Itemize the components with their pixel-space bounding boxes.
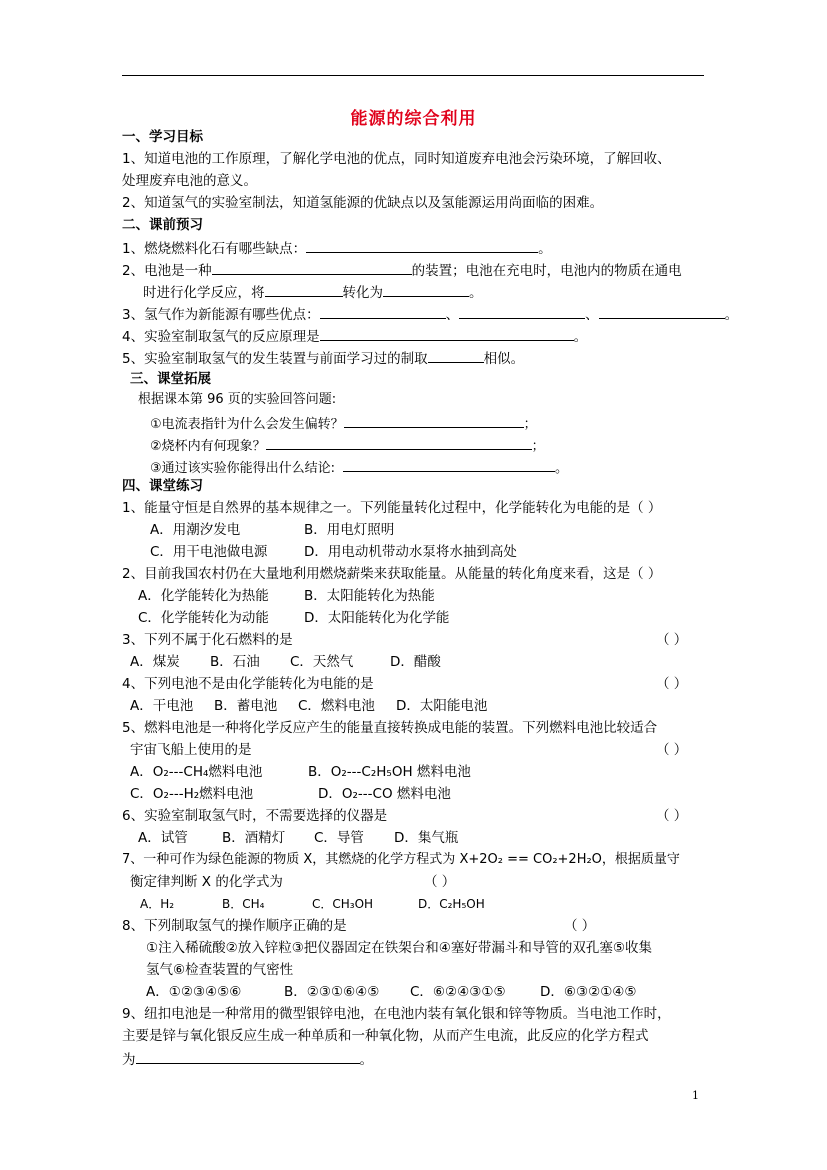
q8-option-a[interactable]: A．①②③④⑤⑥: [146, 984, 242, 1000]
punct: 。: [538, 241, 552, 257]
extension-item-2-text: ②烧杯内有何现象？: [150, 439, 266, 454]
q5-option-d[interactable]: D．O₂---CO 燃料电池: [318, 786, 451, 802]
goal-1-line-2: 处理废弃电池的意义。: [122, 173, 257, 189]
question-2: 2、目前我国农村仍在大量地利用燃烧薪柴来获取能量。从能量的转化角度来看，这是（ ）: [122, 566, 662, 582]
question-7-line-2: 衡定律判断 X 的化学式为: [130, 874, 283, 890]
goal-2: 2、知道氢气的实验室制法，知道氢能源的优缺点以及氢能源运用尚面临的困难。: [122, 195, 604, 211]
q1-option-c[interactable]: C．用干电池做电源: [150, 544, 268, 560]
preview-q2-line-2: [143, 282, 483, 302]
section-heading-preview: 二、课前预习: [122, 217, 203, 233]
question-6: 6、实验室制取氢气时，不需要选择的仪器是: [122, 808, 388, 824]
q3-option-c[interactable]: C．天然气: [290, 654, 354, 670]
answer-blank[interactable]: [265, 282, 343, 297]
q3-option-b[interactable]: B．石油: [210, 654, 260, 670]
q6-answer-paren[interactable]: （ ）: [656, 808, 688, 824]
q6-option-c[interactable]: C．导管: [314, 830, 364, 846]
preview-q2-text-cont: 的装置；电池在充电时，电池内的物质在通电: [411, 263, 682, 279]
preview-q2-line-1: [122, 260, 682, 280]
answer-blank[interactable]: [266, 435, 532, 450]
preview-q2-text-3: 转化为: [342, 285, 383, 301]
punct: 。: [555, 461, 569, 476]
q8-option-d[interactable]: D．⑥③②①④⑤: [540, 984, 637, 1000]
extension-item-3: [150, 457, 568, 478]
question-8: 8、下列制取氢气的操作顺序正确的是: [122, 918, 347, 934]
q5-option-c[interactable]: C．O₂---H₂燃料电池: [130, 786, 254, 802]
q8-answer-paren[interactable]: （ ）: [564, 918, 596, 934]
extension-intro: 根据课本第 96 页的实验回答问题:: [138, 392, 337, 407]
q8-steps-line-1: ①注入稀硫酸②放入锌粒③把仪器固定在铁架台和④塞好带漏斗和导管的双孔塞⑤收集: [146, 940, 653, 956]
punct: 、: [445, 307, 460, 323]
q4-option-a[interactable]: A．干电池: [130, 698, 194, 714]
punct: 。: [359, 1052, 373, 1068]
question-9-line-2: 主要是锌与氧化银反应生成一种单质和一种氧化物，从而产生电流，此反应的化学方程式: [122, 1028, 649, 1044]
q8-option-b[interactable]: B．②③①⑥④⑤: [284, 984, 380, 1000]
question-5-line-1: 5、燃料电池是一种将化学反应产生的能量直接转换成电能的装置。下列燃料电池比较适合: [122, 720, 658, 736]
question-4: 4、下列电池不是由化学能转化为电能的是: [122, 676, 374, 692]
question-1: 1、能量守恒是自然界的基本规律之一。下列能量转化过程中，化学能转化为电能的是（ ）: [122, 500, 662, 516]
preview-q2-text: 2、电池是一种: [122, 263, 212, 279]
q1-option-b[interactable]: B．用电灯照明: [304, 522, 395, 538]
q4-option-c[interactable]: C．燃料电池: [298, 698, 375, 714]
answer-blank[interactable]: [320, 326, 574, 341]
q1-option-a[interactable]: A．用潮汐发电: [150, 522, 241, 538]
q2-option-d[interactable]: D．太阳能转化为化学能: [304, 610, 450, 626]
answer-blank[interactable]: [320, 304, 446, 319]
punct: 。: [469, 285, 483, 301]
page-title: 能源的综合利用: [350, 109, 477, 129]
question-3: 3、下列不属于化石燃料的是: [122, 632, 293, 648]
goal-1-line-1: 1、知道电池的工作原理，了解化学电池的优点，同时知道废弃电池会污染环境，了解回收、: [122, 151, 671, 167]
question-9-line-3: [122, 1049, 373, 1069]
punct: 、: [585, 307, 599, 323]
extension-item-2: [150, 435, 545, 456]
answer-blank[interactable]: [343, 457, 555, 472]
q5-option-b[interactable]: B．O₂---C₂H₅OH 燃料电池: [308, 764, 471, 780]
q7-option-a[interactable]: A．H₂: [140, 897, 175, 911]
q7-answer-paren[interactable]: （ ）: [424, 874, 456, 890]
punct: ；: [523, 417, 537, 432]
extension-item-1-text: ①电流表指针为什么会发生偏转？: [150, 417, 344, 432]
q4-option-b[interactable]: B．蓄电池: [214, 698, 278, 714]
extension-item-1: [150, 413, 537, 434]
q7-option-d[interactable]: D．C₂H₅OH: [418, 897, 485, 911]
question-7-line-1: 7、一种可作为绿色能源的物质 X，其燃烧的化学方程式为 X+2O₂ == CO₂+2H₂O，根据质量守: [122, 852, 680, 867]
preview-q1: [122, 238, 552, 258]
preview-q4: [122, 326, 587, 346]
extension-item-3-text: ③通过该实验你能得出什么结论:: [150, 461, 336, 476]
header-rule: [122, 75, 704, 76]
preview-q4-text: 4、实验室制取氢气的反应原理是: [122, 329, 320, 345]
q6-option-a[interactable]: A．试管: [138, 830, 188, 846]
answer-blank[interactable]: [428, 348, 484, 363]
answer-blank[interactable]: [136, 1049, 360, 1064]
q1-option-d[interactable]: D．用电动机带动水泵将水抽到高处: [304, 544, 517, 560]
section-heading-goals: 一、学习目标: [122, 129, 203, 145]
punct: ；: [531, 439, 545, 454]
question-5-line-2: 宇宙飞船上使用的是: [130, 742, 252, 758]
q4-answer-paren[interactable]: （ ）: [656, 676, 688, 692]
preview-q3: [122, 304, 738, 324]
preview-q5: [122, 348, 524, 368]
answer-blank[interactable]: [306, 238, 538, 253]
q6-option-b[interactable]: B．酒精灯: [222, 830, 286, 846]
punct: 。: [724, 307, 739, 323]
preview-q1-text: 1、燃烧燃料化石有哪些缺点：: [122, 241, 307, 257]
q3-option-d[interactable]: D．醋酸: [390, 654, 441, 670]
q2-option-c[interactable]: C．化学能转化为动能: [138, 610, 269, 626]
section-heading-extension: 三、课堂拓展: [130, 371, 211, 387]
preview-q3-text: 3、氢气作为新能源有哪些优点：: [122, 307, 320, 323]
q2-option-b[interactable]: B．太阳能转化为热能: [304, 588, 435, 604]
q3-answer-paren[interactable]: （ ）: [656, 632, 688, 648]
answer-blank[interactable]: [344, 413, 524, 428]
preview-q5-text: 5、实验室制取氢气的发生装置与前面学习过的制取: [122, 351, 428, 367]
answer-blank[interactable]: [459, 304, 585, 319]
answer-blank[interactable]: [383, 282, 469, 297]
preview-q2-text-2: 时进行化学反应，将: [143, 285, 265, 301]
q4-option-d[interactable]: D．太阳能电池: [396, 698, 488, 714]
q5-answer-paren[interactable]: （ ）: [656, 742, 688, 758]
question-9-line-1: 9、纽扣电池是一种常用的微型银锌电池，在电池内装有氧化银和锌等物质。当电池工作时，: [122, 1006, 671, 1022]
q7-option-c[interactable]: C．CH₃OH: [312, 897, 374, 911]
q7-option-b[interactable]: B．CH₄: [222, 897, 265, 911]
q5-option-a[interactable]: A．O₂---CH₄燃料电池: [130, 764, 263, 780]
q2-option-a[interactable]: A．化学能转化为热能: [138, 588, 269, 604]
q3-option-a[interactable]: A．煤炭: [130, 654, 180, 670]
answer-blank[interactable]: [212, 260, 412, 275]
preview-q5-text-cont: 相似。: [483, 351, 525, 367]
punct: 。: [573, 329, 588, 345]
q8-steps-line-2: 氢气⑥检查装置的气密性: [146, 962, 294, 978]
answer-blank[interactable]: [599, 304, 725, 319]
q8-option-c[interactable]: C．⑥②④③①⑤: [410, 984, 506, 1000]
page-number: 1: [692, 1089, 699, 1102]
section-heading-practice: 四、课堂练习: [122, 478, 203, 494]
question-9-text: 为: [122, 1052, 136, 1068]
q6-option-d[interactable]: D．集气瓶: [394, 830, 459, 846]
